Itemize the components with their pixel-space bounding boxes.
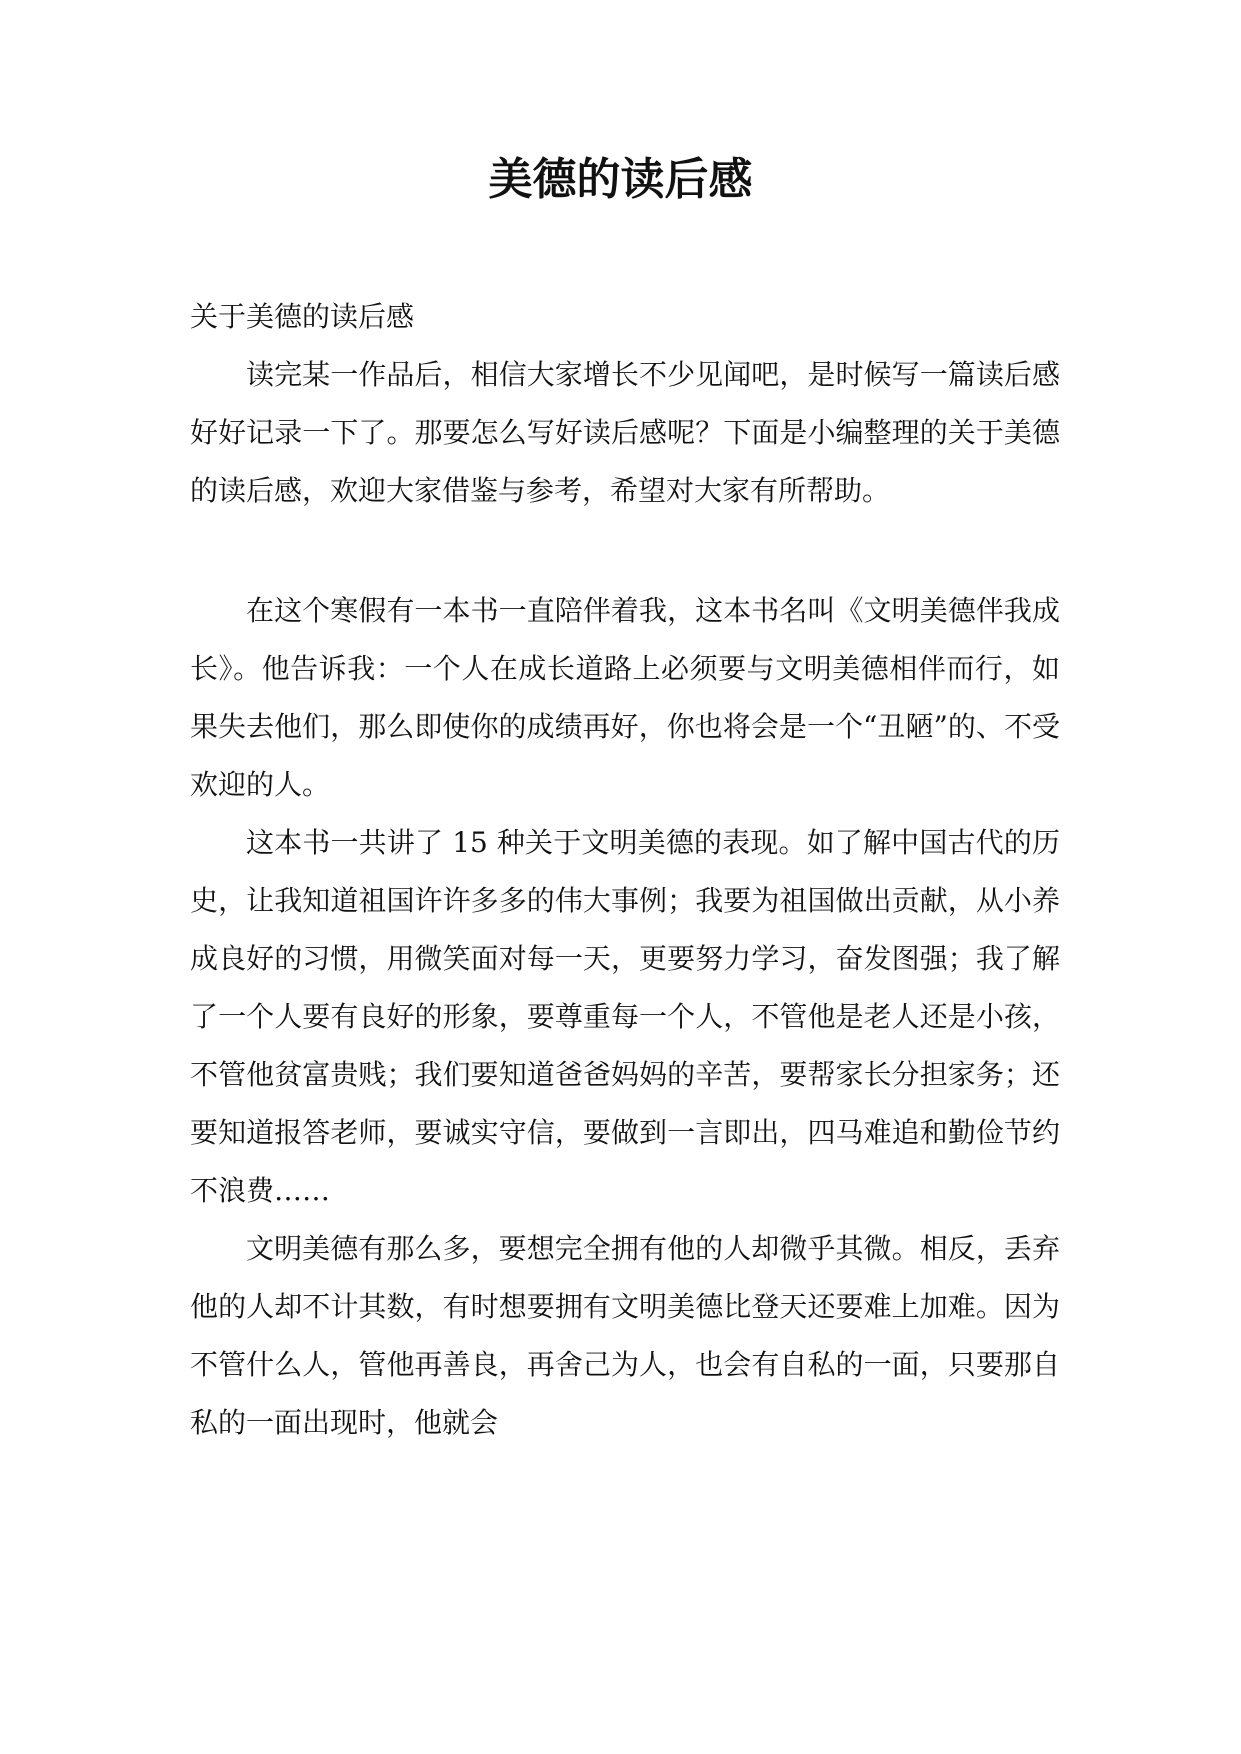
- body-paragraph-2: 这本书一共讲了 15 种关于文明美德的表现。如了解中国古代的历史，让我知道祖国许许多多的伟大事例；我要为祖国做出贡献，从小养成良好的习惯，用微笑面对每一天，更要努力学习，奋发图强；我了解了一个人要有良好的形象，要尊重每一个人，不管他是老人还是小孩，不管他贫富贵贱；我们要知道爸爸妈妈的辛苦，要帮家长分担家务；还要知道报答老师，要诚实守信，要做到一言即出，四马难追和勤俭节约不浪费……: [190, 826, 1060, 1207]
- body-paragraph-1: 在这个寒假有一本书一直陪伴着我，这本书名叫《文明美德伴我成长》。他告诉我：一个人在成长道路上必须要与文明美德相伴而行，如果失去他们，那么即使你的成绩再好，你也将会是一个“丑陋”的、不受欢迎的人。: [190, 594, 1060, 801]
- document-subtitle: 关于美德的读后感: [190, 300, 415, 333]
- document-body: [190, 288, 1060, 1452]
- document-title: 美德的读后感: [488, 154, 753, 205]
- body-paragraph-3: 文明美德有那么多，要想完全拥有他的人却微乎其微。相反，丢弃他的人却不计其数，有时想要拥有文明美德比登天还要难上加难。因为不管什么人，管他再善良，再舍己为人，也会有自私的一面，只要那自私的一面出现时，他就会: [190, 1232, 1060, 1439]
- paragraph-gap: [190, 520, 1060, 582]
- intro-paragraph: 读完某一作品后，相信大家增长不少见闻吧，是时候写一篇读后感好好记录一下了。那要怎么写好读后感呢？下面是小编整理的关于美德的读后感，欢迎大家借鉴与参考，希望对大家有所帮助。: [190, 358, 1060, 507]
